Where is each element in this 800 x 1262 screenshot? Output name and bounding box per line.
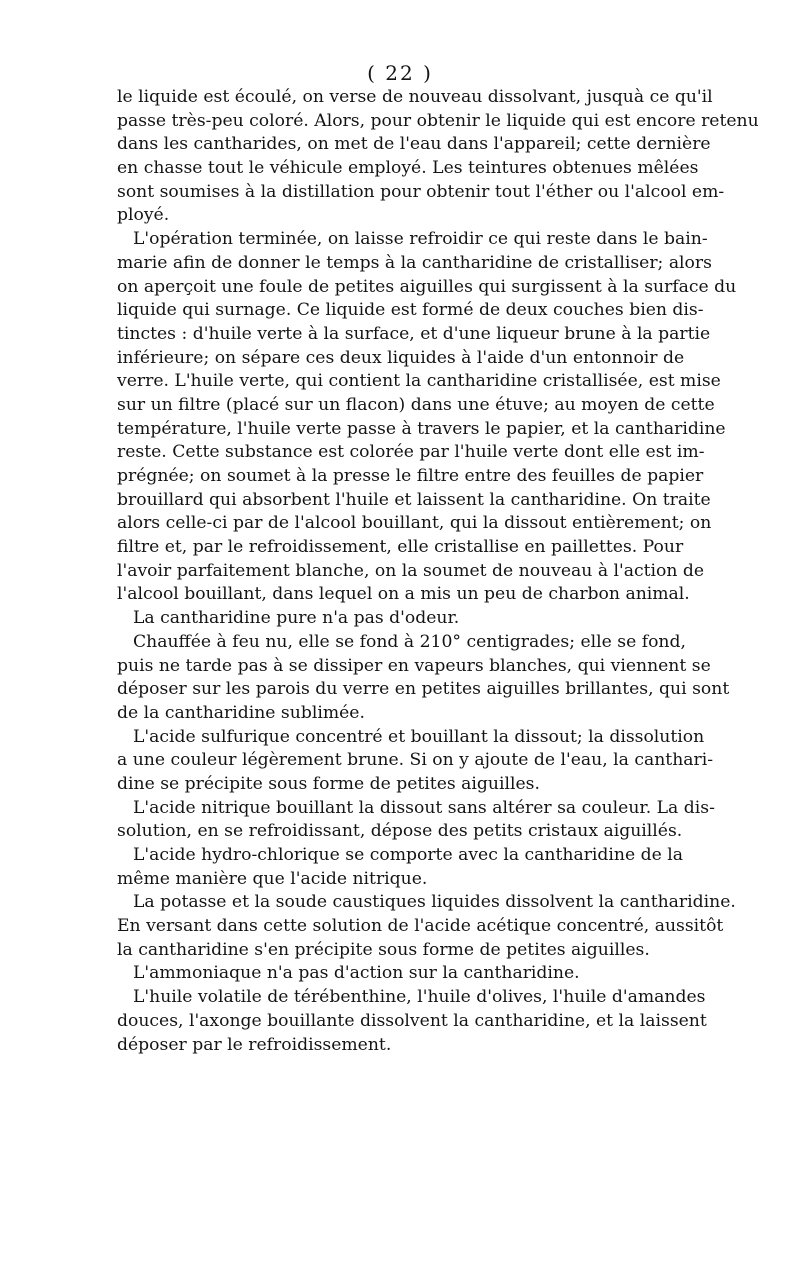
page-number: ( 22 ): [367, 61, 433, 85]
text-line: a une couleur légèrement brune. Si on y ajoute de l'eau, la canthari-: [117, 750, 714, 771]
paragraph-operation: [117, 228, 737, 607]
text-line: la cantharidine s'en précipite sous forme de petites aiguilles.: [117, 939, 650, 960]
text-line: L'opération terminée, on laisse refroidir ce qui reste dans le bain-: [133, 229, 708, 250]
text-line: dine se précipite sous forme de petites aiguilles.: [117, 773, 540, 794]
paragraph-hydrochloric-acid: [117, 844, 683, 891]
text-line: sur un filtre (placé sur un flacon) dans une étuve; au moyen de cette: [117, 394, 715, 415]
text-line: En versant dans cette solution de l'acide acétique concentré, aussitôt: [117, 916, 724, 937]
text-line: de la cantharidine sublimée.: [117, 702, 365, 723]
paragraph-nitric-acid: [117, 797, 715, 844]
text-line: L'acide nitrique bouillant la dissout sans altérer sa couleur. La dis-: [133, 797, 715, 818]
text-line: sont soumises à la distillation pour obtenir tout l'éther ou l'alcool em-: [117, 181, 725, 202]
text-line: L'ammoniaque n'a pas d'action sur la cantharidine.: [133, 963, 580, 984]
text-line: filtre et, par le refroidissement, elle cristallise en paillettes. Pour: [117, 537, 684, 558]
text-line: dans les cantharides, on met de l'eau dans l'appareil; cette dernière: [117, 134, 711, 155]
text-line: l'avoir parfaitement blanche, on la soumet de nouveau à l'action de: [117, 560, 705, 581]
text-line: le liquide est écoulé, on verse de nouveau dissolvant, jusquà ce qu'il: [117, 87, 713, 107]
text-line: La potasse et la soude caustiques liquides dissolvent la cantharidine.: [133, 892, 736, 913]
text-line: puis ne tarde pas à se dissiper en vapeurs blanches, qui viennent se: [117, 655, 711, 676]
text-line: on aperçoit une foule de petites aiguilles qui surgissent à la surface du: [117, 276, 737, 297]
paragraph-odor: [117, 607, 683, 631]
text-line: alors celle-ci par de l'alcool bouillant, qui la dissout entièrement; on: [117, 513, 712, 534]
text-line: reste. Cette substance est colorée par l'huile verte dont elle est im-: [117, 442, 705, 463]
text-line: ployé.: [117, 205, 170, 226]
paragraph-oils: [117, 986, 707, 1057]
paragraph-ammonia: [117, 962, 683, 986]
text-line: L'huile volatile de térébenthine, l'huile d'olives, l'huile d'amandes: [133, 987, 706, 1008]
paragraph-sulfuric-acid: [117, 726, 714, 797]
text-line: prégnée; on soumet à la presse le filtre entre des feuilles de papier: [117, 466, 704, 486]
text-line: verre. L'huile verte, qui contient la cantharidine cristallisée, est mise: [117, 371, 721, 392]
text-line: Chauffée à feu nu, elle se fond à 210° centigrades; elle se fond,: [133, 631, 686, 652]
text-line: l'alcool bouillant, dans lequel on a mis un peu de charbon animal.: [117, 584, 690, 605]
body-text: [117, 86, 759, 1057]
text-line: tinctes : d'huile verte à la surface, et d'une liqueur brune à la partie: [117, 323, 711, 344]
paragraph-heating: [117, 631, 730, 726]
text-line: déposer par le refroidissement.: [117, 1034, 392, 1055]
text-line: inférieure; on sépare ces deux liquides à l'aide d'un entonnoir de: [117, 347, 685, 368]
text-line: température, l'huile verte passe à travers le papier, et la cantharidine: [117, 418, 726, 439]
text-line: solution, en se refroidissant, dépose des petits cristaux aiguillés.: [117, 821, 683, 842]
text-line: L'acide sulfurique concentré et bouillant la dissout; la dissolution: [133, 726, 705, 747]
text-line: même manière que l'acide nitrique.: [117, 868, 428, 889]
text-line: passe très-peu coloré. Alors, pour obtenir le liquide qui est encore retenu: [117, 110, 759, 131]
text-line: en chasse tout le véhicule employé. Les teintures obtenues mêlées: [117, 158, 699, 179]
paragraph-continuation: [117, 86, 759, 228]
text-line: brouillard qui absorbent l'huile et laissent la cantharidine. On traite: [117, 489, 711, 510]
text-line: La cantharidine pure n'a pas d'odeur.: [133, 608, 460, 629]
paragraph-potash-soda: [117, 891, 736, 962]
text-line: L'acide hydro-chlorique se comporte avec la cantharidine de la: [133, 845, 683, 865]
text-line: douces, l'axonge bouillante dissolvent la cantharidine, et la laissent: [117, 1010, 707, 1031]
text-line: liquide qui surnage. Ce liquide est formé de deux couches bien dis-: [117, 300, 704, 321]
text-line: marie afin de donner le temps à la cantharidine de cristalliser; alors: [117, 252, 712, 273]
text-line: déposer sur les parois du verre en petites aiguilles brillantes, qui sont: [117, 679, 730, 700]
